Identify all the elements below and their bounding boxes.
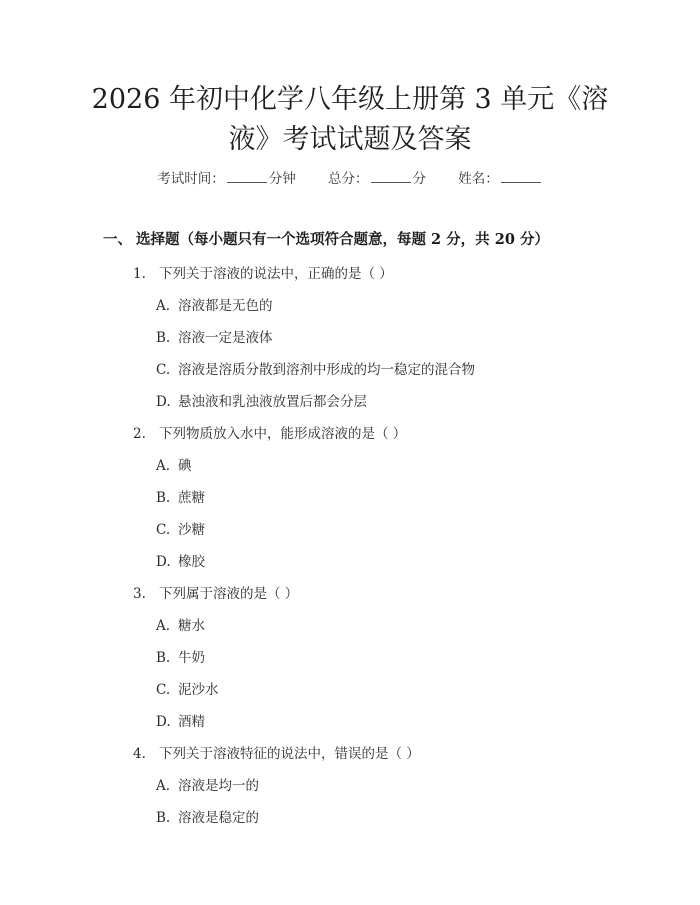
- option-letter: B.: [156, 650, 171, 666]
- exam-time: [157, 167, 296, 187]
- title-line-2: 液》考试试题及答案: [228, 124, 472, 155]
- section-title: 选择题（每小题只有一个选项符合题意，每题 2 分，共 20 分）: [136, 231, 549, 248]
- option-text: 碘: [178, 458, 192, 474]
- option-letter: D.: [156, 714, 171, 730]
- question-text: 下列属于溶液的是（ ）: [159, 586, 299, 602]
- exam-time-blank: [227, 170, 267, 183]
- question-1: [133, 262, 393, 282]
- option-text: 蔗糖: [178, 490, 205, 506]
- option-letter: B.: [156, 330, 171, 346]
- question-text: 下列关于溶液特征的说法中，错误的是（ ）: [159, 746, 420, 762]
- question-3-option-c: [156, 678, 219, 698]
- option-text: 溶液都是无色的: [178, 298, 273, 314]
- option-letter: C.: [156, 522, 171, 538]
- question-number: 3.: [133, 586, 146, 602]
- option-letter: A.: [156, 778, 171, 794]
- exam-time-label: 考试时间：: [157, 171, 225, 187]
- option-letter: B.: [156, 490, 171, 506]
- question-1-option-c: [156, 358, 475, 378]
- option-letter: A.: [156, 458, 171, 474]
- option-text: 溶液是稳定的: [178, 810, 259, 826]
- total-score: [328, 167, 426, 187]
- total-score-blank: [371, 170, 411, 183]
- question-1-option-b: [156, 326, 273, 346]
- option-letter: D.: [156, 554, 171, 570]
- question-text: 下列物质放入水中，能形成溶液的是（ ）: [159, 426, 407, 442]
- student-name-blank: [501, 170, 541, 183]
- question-2-option-b: [156, 486, 205, 506]
- option-text: 沙糖: [178, 522, 205, 538]
- question-number: 2.: [133, 426, 146, 442]
- option-text: 泥沙水: [178, 682, 219, 698]
- question-2: [133, 422, 406, 442]
- question-4: [133, 742, 420, 762]
- question-2-option-a: [156, 454, 192, 474]
- option-text: 牛奶: [178, 650, 205, 666]
- total-score-label: 总分：: [328, 171, 369, 187]
- option-letter: C.: [156, 362, 171, 378]
- question-3-option-a: [156, 614, 205, 634]
- question-2-option-d: [156, 550, 205, 570]
- option-text: 溶液一定是液体: [178, 330, 273, 346]
- option-letter: A.: [156, 618, 171, 634]
- question-3-option-b: [156, 646, 205, 666]
- option-text: 悬浊液和乳浊液放置后都会分层: [178, 394, 367, 410]
- option-text: 溶液是溶质分散到溶剂中形成的均一稳定的混合物: [178, 362, 475, 378]
- student-name-label: 姓名：: [458, 171, 499, 187]
- question-number: 1.: [133, 266, 146, 282]
- question-1-option-d: [156, 390, 367, 410]
- question-3: [133, 582, 298, 602]
- section-heading: [103, 228, 549, 249]
- exam-time-unit: 分钟: [268, 171, 296, 187]
- option-letter: D.: [156, 394, 171, 410]
- question-1-option-a: [156, 294, 273, 314]
- document-title: [0, 80, 700, 160]
- question-4-option-b: [156, 806, 259, 826]
- student-name: [458, 167, 543, 187]
- question-3-option-d: [156, 710, 205, 730]
- option-letter: A.: [156, 298, 171, 314]
- title-line-1: 2026 年初中化学八年级上册第 3 单元《溶: [91, 84, 609, 115]
- question-text: 下列关于溶液的说法中，正确的是（ ）: [159, 266, 393, 282]
- total-score-unit: 分: [412, 171, 426, 187]
- question-2-option-c: [156, 518, 205, 538]
- option-letter: C.: [156, 682, 171, 698]
- option-text: 糖水: [178, 618, 205, 634]
- option-text: 酒精: [178, 714, 205, 730]
- option-letter: B.: [156, 810, 171, 826]
- question-4-option-a: [156, 774, 259, 794]
- option-text: 橡胶: [178, 554, 205, 570]
- option-text: 溶液是均一的: [178, 778, 259, 794]
- question-number: 4.: [133, 746, 146, 762]
- section-number: 一、: [103, 231, 132, 248]
- exam-meta: [0, 167, 700, 187]
